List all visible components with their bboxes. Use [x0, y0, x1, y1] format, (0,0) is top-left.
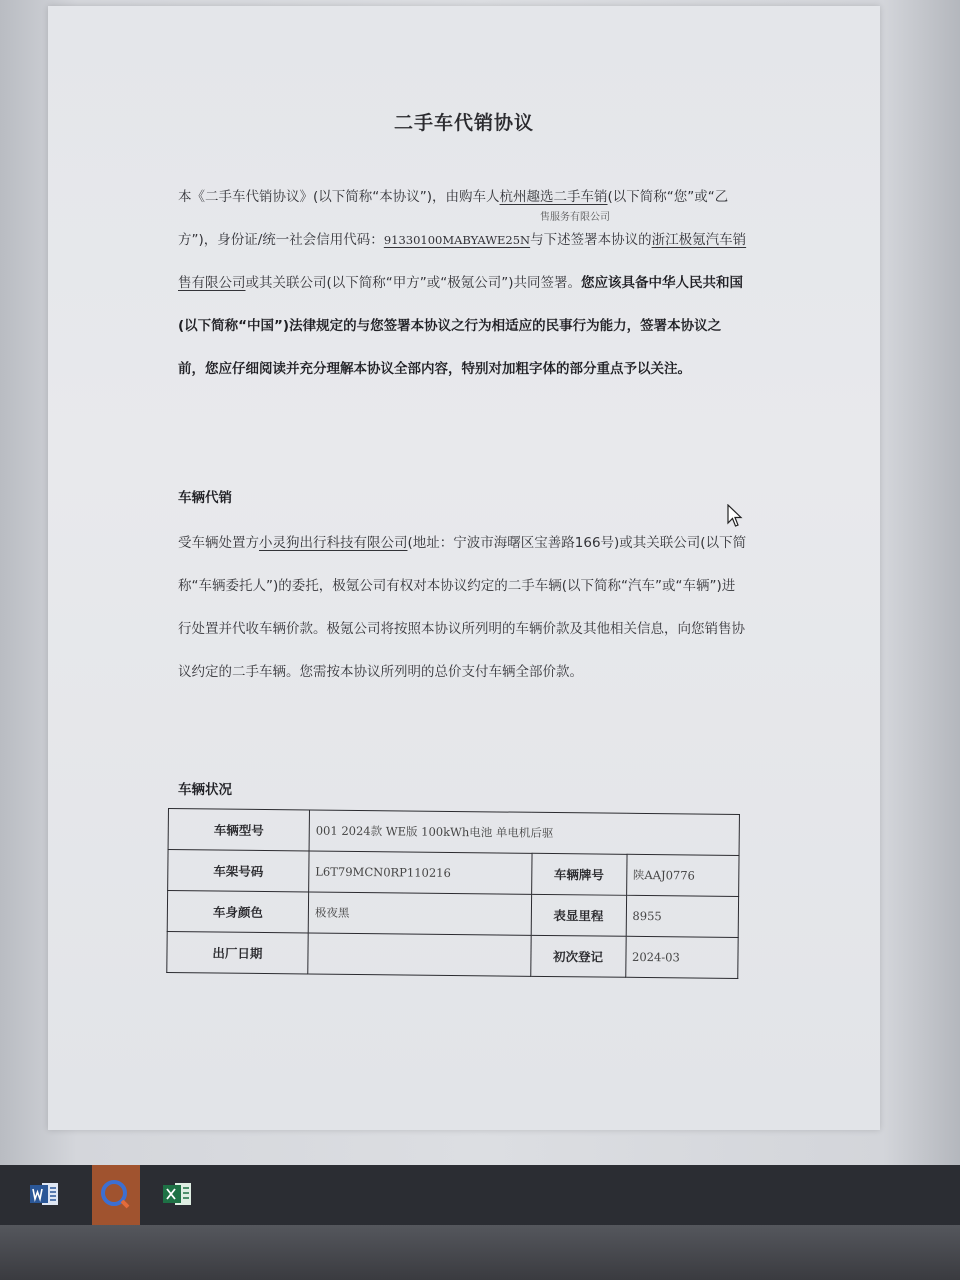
document-title: 二手车代销协议 [393, 112, 534, 134]
word-icon [22, 1173, 66, 1217]
intro-bold-text: 您应该具备中华人民共和国(以下简称“中国”)法律规定的与您签署本协议之行为相适应的民事行为能力，签署本协议之前，您应仔细阅读并充分理解本协议全部内容，特别对加粗字体的部分重点予以关注。 [178, 275, 744, 377]
monitor-bezel [0, 1225, 960, 1280]
mfg-date-label: 出厂日期 [167, 931, 308, 973]
excel-icon [155, 1173, 199, 1217]
mfg-date-value [308, 933, 531, 976]
disposer-name: 小灵狗出行科技有限公司 [259, 535, 408, 551]
mileage-value: 8955 [626, 895, 739, 937]
model-value: 001 2024款 WE版 100kWh电池 单电机后驱 [309, 810, 739, 856]
consignment-text-2: (地址：宁波市海曙区宝善路166号)或其关联公司(以下简称“车辆委托人”)的委托，极氪公司有权对本协议约定的二手车辆(以下简称“汽车”或“车辆”)进行处置并代收车辆价款。极氪公司将按照本协议所列明的车辆价款及其他相关信息，向您销售协议约定的二手车辆。您需按本协议所列明的总价支付车辆全部价款。 [178, 535, 747, 680]
buyer-name-line2: 售服务有限公司 [540, 212, 610, 223]
intro-paragraph [178, 176, 748, 391]
mouse-cursor-icon [727, 504, 743, 528]
document-page [48, 6, 880, 1130]
table-row [167, 931, 738, 978]
model-label: 车辆型号 [168, 809, 309, 851]
intro-text-3: 与下述签署本协议的 [530, 232, 652, 248]
table-row [167, 891, 738, 938]
color-value: 极夜黑 [308, 892, 531, 935]
table-row [168, 809, 739, 856]
mileage-label: 表显里程 [531, 894, 626, 936]
intro-text-2: (以下简称“您”或“乙方”)，身份证/统一社会信用代码： [178, 189, 729, 248]
taskbar [0, 1165, 960, 1225]
plate-label: 车辆牌号 [531, 853, 626, 895]
consignment-text-1: 受车辆处置方 [178, 535, 259, 551]
taskbar-excel-button[interactable] [155, 1173, 199, 1217]
reg-label: 初次登记 [530, 935, 625, 977]
intro-text-1: 本《二手车代销协议》(以下简称“本协议”)，由购车人 [178, 189, 500, 205]
section-heading-vehicle-consignment: 车辆代销 [178, 490, 232, 506]
seller-name: 浙江极氪汽车销售有限公司 [178, 232, 747, 291]
vehicle-condition-table [166, 808, 740, 979]
consignment-paragraph [178, 522, 748, 694]
vin-label: 车架号码 [168, 850, 309, 892]
reg-value: 2024-03 [625, 936, 738, 978]
taskbar-word-button[interactable] [22, 1173, 66, 1217]
intro-text-4: 或其关联公司(以下简称“甲方”或“极氪公司”)共同签署。 [245, 275, 582, 291]
buyer-name: 杭州趣选二手车销 [499, 189, 608, 205]
table-row [168, 850, 739, 897]
color-label: 车身颜色 [167, 891, 308, 933]
taskbar-app-button[interactable] [92, 1165, 140, 1225]
credit-code: 91330100MABYAWE25N [383, 233, 531, 247]
vin-value: L6T79MCN0RP110216 [309, 851, 532, 894]
section-heading-vehicle-condition: 车辆状况 [178, 782, 232, 798]
plate-value: 陕AAJ0776 [626, 854, 739, 896]
app-icon [92, 1165, 140, 1225]
